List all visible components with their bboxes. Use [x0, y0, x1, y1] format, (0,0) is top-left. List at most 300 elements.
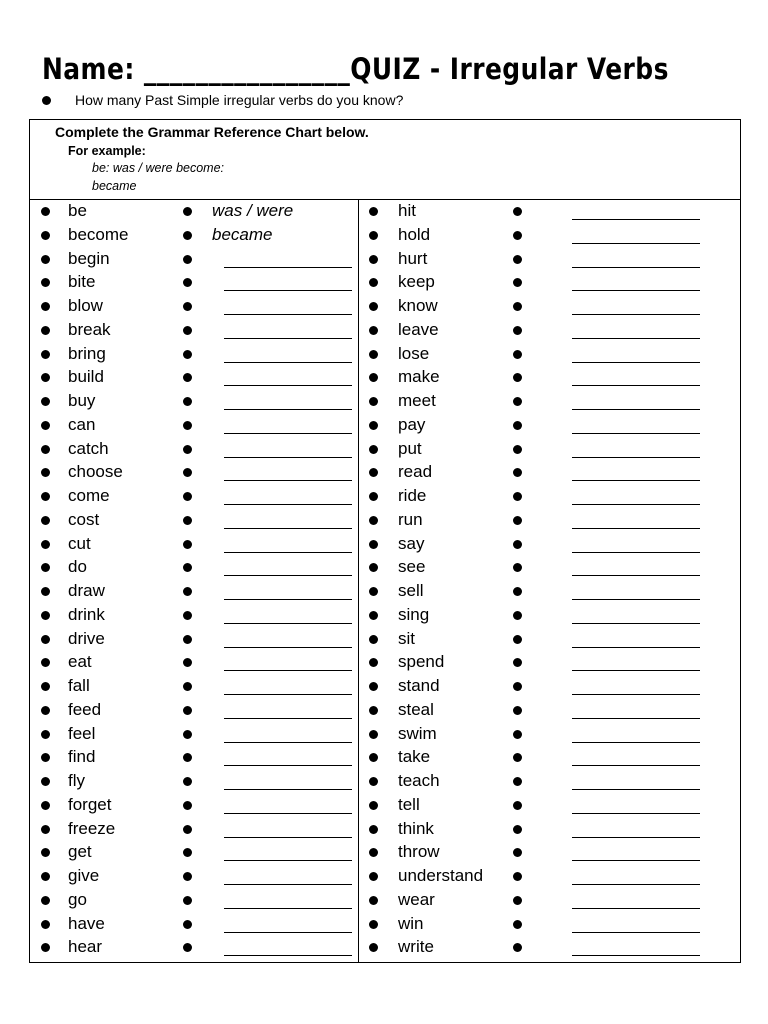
- bullet-icon: [513, 611, 522, 620]
- bullet-icon: [369, 777, 378, 786]
- bullet-icon: [369, 920, 378, 929]
- base-verb: drink: [68, 604, 105, 624]
- answer-blank[interactable]: [224, 718, 352, 719]
- answer-blank[interactable]: [572, 647, 700, 648]
- bullet-icon: [183, 777, 192, 786]
- answer-blank[interactable]: [224, 932, 352, 933]
- base-verb: bite: [68, 272, 96, 292]
- answer-blank[interactable]: [572, 409, 700, 410]
- base-verb: take: [398, 747, 431, 767]
- bullet-icon: [183, 611, 192, 620]
- bullet-icon: [183, 682, 192, 691]
- bullet-icon: [41, 801, 50, 810]
- bullet-icon: [41, 920, 50, 929]
- verb-row: [30, 485, 358, 509]
- verb-row: [360, 651, 740, 675]
- bullet-icon: [513, 516, 522, 525]
- base-verb: hear: [68, 937, 103, 957]
- quiz-title: Name: ________________QUIZ - Irregular Verbs: [42, 52, 669, 86]
- verb-row: [360, 224, 740, 248]
- verb-row: [30, 889, 358, 913]
- bullet-icon: [183, 350, 192, 359]
- verb-row: [30, 651, 358, 675]
- question-text: How many Past Simple irregular verbs do you know?: [75, 92, 404, 108]
- answer-blank[interactable]: [224, 457, 352, 458]
- bullet-icon: [369, 540, 378, 549]
- answer-blank[interactable]: [224, 623, 352, 624]
- answer-blank[interactable]: [572, 457, 700, 458]
- bullet-icon: [41, 848, 50, 857]
- verb-row: [360, 889, 740, 913]
- verb-row: [360, 770, 740, 794]
- base-verb: ride: [398, 486, 427, 505]
- bullet-icon: [41, 231, 50, 240]
- base-verb: be: [68, 201, 87, 220]
- verb-row: [360, 248, 740, 272]
- bullet-icon: [513, 492, 522, 501]
- bullet-icon: [41, 706, 50, 715]
- answer-blank[interactable]: [224, 694, 352, 695]
- bullet-icon: [41, 943, 50, 952]
- verb-row: [30, 390, 358, 414]
- bullet-icon: [369, 278, 378, 287]
- answer-blank[interactable]: [572, 765, 700, 766]
- answer-blank[interactable]: [572, 504, 700, 505]
- verb-row: [360, 865, 740, 889]
- verb-row: [30, 224, 358, 248]
- answer-blank[interactable]: [224, 599, 352, 600]
- verb-row: [360, 818, 740, 842]
- answer-blank[interactable]: [224, 314, 352, 315]
- grammar-reference-chart: [29, 119, 741, 963]
- verb-row: [30, 248, 358, 272]
- verb-row: [360, 319, 740, 343]
- base-verb: steal: [398, 699, 434, 719]
- bullet-icon: [41, 421, 50, 430]
- verb-row: [360, 841, 740, 865]
- verb-row: [30, 556, 358, 580]
- verb-row: [360, 295, 740, 319]
- verb-row: [360, 509, 740, 533]
- verb-row: [360, 699, 740, 723]
- base-verb: fall: [68, 676, 90, 695]
- verb-row: [360, 556, 740, 580]
- bullet-icon: [513, 943, 522, 952]
- base-verb: come: [68, 486, 110, 505]
- verb-row: [30, 770, 358, 794]
- bullet-icon: [41, 563, 50, 572]
- bullet-icon: [513, 207, 522, 216]
- verb-row: [360, 271, 740, 295]
- verb-row: [30, 818, 358, 842]
- base-verb: drive: [68, 628, 105, 648]
- base-verb: give: [68, 866, 100, 885]
- bullet-icon: [369, 943, 378, 952]
- verb-row: [30, 936, 358, 960]
- bullet-icon: [369, 516, 378, 525]
- base-verb: fly: [68, 771, 85, 790]
- base-verb: cut: [68, 533, 91, 553]
- bullet-icon: [513, 326, 522, 335]
- bullet-icon: [41, 730, 50, 739]
- base-verb: lose: [398, 343, 430, 363]
- answer-blank[interactable]: [224, 362, 352, 363]
- bullet-icon: [513, 421, 522, 430]
- bullet-icon: [183, 801, 192, 810]
- base-verb: teach: [398, 771, 440, 790]
- verb-row: [30, 438, 358, 462]
- answer-blank[interactable]: [224, 813, 352, 814]
- base-verb: sell: [398, 581, 424, 600]
- base-verb: hurt: [398, 248, 428, 268]
- verb-row: [30, 319, 358, 343]
- bullet-icon: [513, 896, 522, 905]
- answer-blank[interactable]: [224, 433, 352, 434]
- bullet-icon: [513, 445, 522, 454]
- answer-blank[interactable]: [224, 884, 352, 885]
- bullet-icon: [183, 635, 192, 644]
- bullet-icon: [41, 468, 50, 477]
- bullet-icon: [369, 421, 378, 430]
- bullet-icon: [41, 516, 50, 525]
- bullet-icon: [513, 563, 522, 572]
- base-verb: say: [398, 533, 425, 553]
- bullet-icon: [183, 587, 192, 596]
- bullet-icon: [183, 540, 192, 549]
- answer-blank[interactable]: [572, 670, 700, 671]
- answer-blank[interactable]: [572, 433, 700, 434]
- verb-row: [30, 533, 358, 557]
- answer-blank[interactable]: [572, 575, 700, 576]
- answer-blank[interactable]: [224, 860, 352, 861]
- bullet-icon: [41, 635, 50, 644]
- verb-row: [360, 580, 740, 604]
- bullet-icon: [513, 658, 522, 667]
- base-verb: build: [68, 367, 104, 387]
- base-verb: feel: [68, 723, 96, 743]
- answer-blank[interactable]: [572, 267, 700, 268]
- base-verb: win: [398, 913, 424, 933]
- answer-blank[interactable]: [572, 338, 700, 339]
- verb-row: [30, 509, 358, 533]
- verb-row: [360, 604, 740, 628]
- bullet-icon: [183, 326, 192, 335]
- answer-blank[interactable]: [572, 860, 700, 861]
- answer-blank[interactable]: [572, 623, 700, 624]
- verb-row: [360, 675, 740, 699]
- answer-blank[interactable]: [572, 932, 700, 933]
- verb-row: [30, 794, 358, 818]
- example-line-1: be: was / were become:: [92, 161, 225, 175]
- bullet-icon: [183, 896, 192, 905]
- base-verb: find: [68, 747, 96, 767]
- bullet-icon: [513, 397, 522, 406]
- answer-blank[interactable]: [224, 742, 352, 743]
- answer-blank[interactable]: [572, 718, 700, 719]
- bullet-icon: [183, 825, 192, 834]
- answer-blank[interactable]: [572, 314, 700, 315]
- answer-blank[interactable]: [572, 480, 700, 481]
- bullet-icon: [513, 373, 522, 382]
- answer-blank[interactable]: [572, 908, 700, 909]
- base-verb: go: [68, 889, 87, 909]
- bullet-icon: [183, 302, 192, 311]
- bullet-icon: [513, 872, 522, 881]
- past-simple-answer: became: [212, 224, 273, 244]
- bullet-icon: [369, 730, 378, 739]
- bullet-icon: [369, 896, 378, 905]
- bullet-icon: [369, 587, 378, 596]
- verb-row: [30, 699, 358, 723]
- bullet-icon: [369, 326, 378, 335]
- base-verb: think: [398, 818, 434, 838]
- left-verb-column: [30, 200, 358, 960]
- bullet-icon: [369, 611, 378, 620]
- bullet-icon: [513, 587, 522, 596]
- base-verb: hold: [398, 224, 431, 244]
- bullet-icon: [41, 445, 50, 454]
- base-verb: tell: [398, 794, 420, 814]
- base-verb: do: [68, 557, 87, 577]
- verb-row: [30, 723, 358, 747]
- answer-blank[interactable]: [224, 647, 352, 648]
- bullet-icon: [369, 255, 378, 264]
- answer-blank[interactable]: [224, 955, 352, 956]
- answer-blank[interactable]: [224, 837, 352, 838]
- right-verb-column: [360, 200, 740, 960]
- base-verb: begin: [68, 248, 110, 268]
- verb-row: [30, 200, 358, 224]
- bullet-icon: [183, 421, 192, 430]
- verb-row: [30, 414, 358, 438]
- answer-blank[interactable]: [572, 742, 700, 743]
- verb-row: [30, 675, 358, 699]
- answer-blank[interactable]: [224, 504, 352, 505]
- answer-blank[interactable]: [572, 362, 700, 363]
- base-verb: throw: [398, 842, 440, 862]
- answer-blank[interactable]: [224, 908, 352, 909]
- base-verb: bring: [68, 343, 106, 363]
- bullet-icon: [513, 920, 522, 929]
- bullet-icon: [183, 231, 192, 240]
- bullet-icon: [41, 872, 50, 881]
- verb-row: [360, 390, 740, 414]
- answer-blank[interactable]: [224, 789, 352, 790]
- bullet-icon: [41, 540, 50, 549]
- verb-row: [30, 841, 358, 865]
- bullet-icon: [513, 231, 522, 240]
- bullet-icon: [513, 777, 522, 786]
- verb-row: [30, 461, 358, 485]
- bullet-icon: [183, 516, 192, 525]
- verb-row: [360, 414, 740, 438]
- bullet-icon: [41, 207, 50, 216]
- bullet-icon: [41, 896, 50, 905]
- bullet-icon: [183, 445, 192, 454]
- answer-blank[interactable]: [572, 528, 700, 529]
- base-verb: understand: [398, 866, 484, 885]
- base-verb: put: [398, 438, 422, 458]
- answer-blank[interactable]: [572, 290, 700, 291]
- bullet-icon: [513, 540, 522, 549]
- answer-blank[interactable]: [224, 385, 352, 386]
- answer-blank[interactable]: [572, 884, 700, 885]
- bullet-icon: [41, 255, 50, 264]
- answer-blank[interactable]: [224, 267, 352, 268]
- bullet-icon: [513, 468, 522, 477]
- bullet-icon: [183, 753, 192, 762]
- base-verb: forget: [68, 794, 112, 814]
- bullet-icon: [513, 255, 522, 264]
- answer-blank[interactable]: [572, 837, 700, 838]
- base-verb: draw: [68, 581, 105, 600]
- bullet-icon: [369, 492, 378, 501]
- answer-blank[interactable]: [224, 670, 352, 671]
- bullet-icon: [369, 682, 378, 691]
- bullet-icon: [369, 825, 378, 834]
- base-verb: spend: [398, 652, 445, 672]
- bullet-icon: [369, 658, 378, 667]
- answer-blank[interactable]: [572, 385, 700, 386]
- answer-blank[interactable]: [572, 789, 700, 790]
- bullet-icon: [369, 397, 378, 406]
- answer-blank[interactable]: [224, 338, 352, 339]
- base-verb: choose: [68, 462, 123, 482]
- answer-blank[interactable]: [572, 694, 700, 695]
- answer-blank[interactable]: [224, 528, 352, 529]
- verb-row: [30, 343, 358, 367]
- bullet-icon: [369, 373, 378, 382]
- bullet-icon: [183, 255, 192, 264]
- bullet-icon: [369, 302, 378, 311]
- bullet-icon: [513, 302, 522, 311]
- bullet-icon: [369, 635, 378, 644]
- bullet-icon: [369, 231, 378, 240]
- past-simple-answer: was / were: [212, 201, 294, 220]
- bullet-icon: [41, 682, 50, 691]
- bullet-icon: [183, 373, 192, 382]
- base-verb: sing: [398, 604, 430, 624]
- bullet-icon: [183, 658, 192, 667]
- answer-blank[interactable]: [572, 243, 700, 244]
- answer-blank[interactable]: [572, 219, 700, 220]
- base-verb: can: [68, 414, 96, 434]
- bullet-icon: [183, 848, 192, 857]
- base-verb: know: [398, 296, 438, 315]
- base-verb: buy: [68, 391, 96, 410]
- base-verb: catch: [68, 438, 109, 458]
- base-verb: cost: [68, 509, 100, 529]
- column-divider: [358, 199, 359, 963]
- base-verb: run: [398, 509, 423, 529]
- verb-row: [360, 746, 740, 770]
- answer-blank[interactable]: [224, 575, 352, 576]
- bullet-icon: [369, 753, 378, 762]
- intro-question: [42, 92, 403, 108]
- bullet-icon: [513, 753, 522, 762]
- base-verb: keep: [398, 272, 435, 292]
- answer-blank[interactable]: [224, 552, 352, 553]
- bullet-icon: [41, 587, 50, 596]
- bullet-icon: [369, 207, 378, 216]
- answer-blank[interactable]: [572, 813, 700, 814]
- bullet-icon: [513, 350, 522, 359]
- bullet-icon: [183, 730, 192, 739]
- verb-row: [30, 746, 358, 770]
- base-verb: see: [398, 557, 426, 577]
- instructions-box: [30, 120, 740, 200]
- bullet-icon: [41, 278, 50, 287]
- answer-blank[interactable]: [224, 290, 352, 291]
- bullet-icon: [42, 96, 51, 105]
- instruction-text: Complete the Grammar Reference Chart below.: [55, 124, 369, 140]
- verb-row: [30, 271, 358, 295]
- bullet-icon: [183, 207, 192, 216]
- bullet-icon: [513, 730, 522, 739]
- bullet-icon: [369, 801, 378, 810]
- verb-row: [360, 628, 740, 652]
- verb-row: [360, 723, 740, 747]
- bullet-icon: [183, 278, 192, 287]
- bullet-icon: [41, 753, 50, 762]
- verb-row: [360, 936, 740, 960]
- verb-row: [360, 438, 740, 462]
- bullet-icon: [369, 445, 378, 454]
- base-verb: pay: [398, 414, 426, 434]
- verb-row: [30, 913, 358, 937]
- bullet-icon: [513, 278, 522, 287]
- bullet-icon: [369, 350, 378, 359]
- answer-blank[interactable]: [572, 955, 700, 956]
- verb-row: [30, 604, 358, 628]
- bullet-icon: [41, 397, 50, 406]
- bullet-icon: [513, 825, 522, 834]
- bullet-icon: [183, 920, 192, 929]
- base-verb: read: [398, 462, 433, 482]
- bullet-icon: [183, 872, 192, 881]
- answer-blank[interactable]: [224, 480, 352, 481]
- base-verb: hit: [398, 201, 416, 220]
- bullet-icon: [183, 397, 192, 406]
- answer-blank[interactable]: [224, 765, 352, 766]
- verb-row: [360, 366, 740, 390]
- base-verb: swim: [398, 723, 437, 743]
- answer-blank[interactable]: [572, 599, 700, 600]
- bullet-icon: [41, 825, 50, 834]
- verb-row: [360, 485, 740, 509]
- base-verb: break: [68, 319, 111, 339]
- bullet-icon: [513, 635, 522, 644]
- bullet-icon: [513, 801, 522, 810]
- base-verb: sit: [398, 628, 415, 648]
- bullet-icon: [41, 492, 50, 501]
- bullet-icon: [183, 492, 192, 501]
- verb-row: [360, 343, 740, 367]
- bullet-icon: [41, 611, 50, 620]
- base-verb: write: [398, 937, 434, 957]
- bullet-icon: [41, 302, 50, 311]
- verb-row: [30, 865, 358, 889]
- base-verb: stand: [398, 676, 440, 695]
- bullet-icon: [41, 658, 50, 667]
- bullet-icon: [369, 468, 378, 477]
- answer-blank[interactable]: [224, 409, 352, 410]
- base-verb: become: [68, 224, 129, 244]
- answer-blank[interactable]: [572, 552, 700, 553]
- base-verb: freeze: [68, 818, 116, 838]
- base-verb: meet: [398, 391, 436, 410]
- bullet-icon: [183, 706, 192, 715]
